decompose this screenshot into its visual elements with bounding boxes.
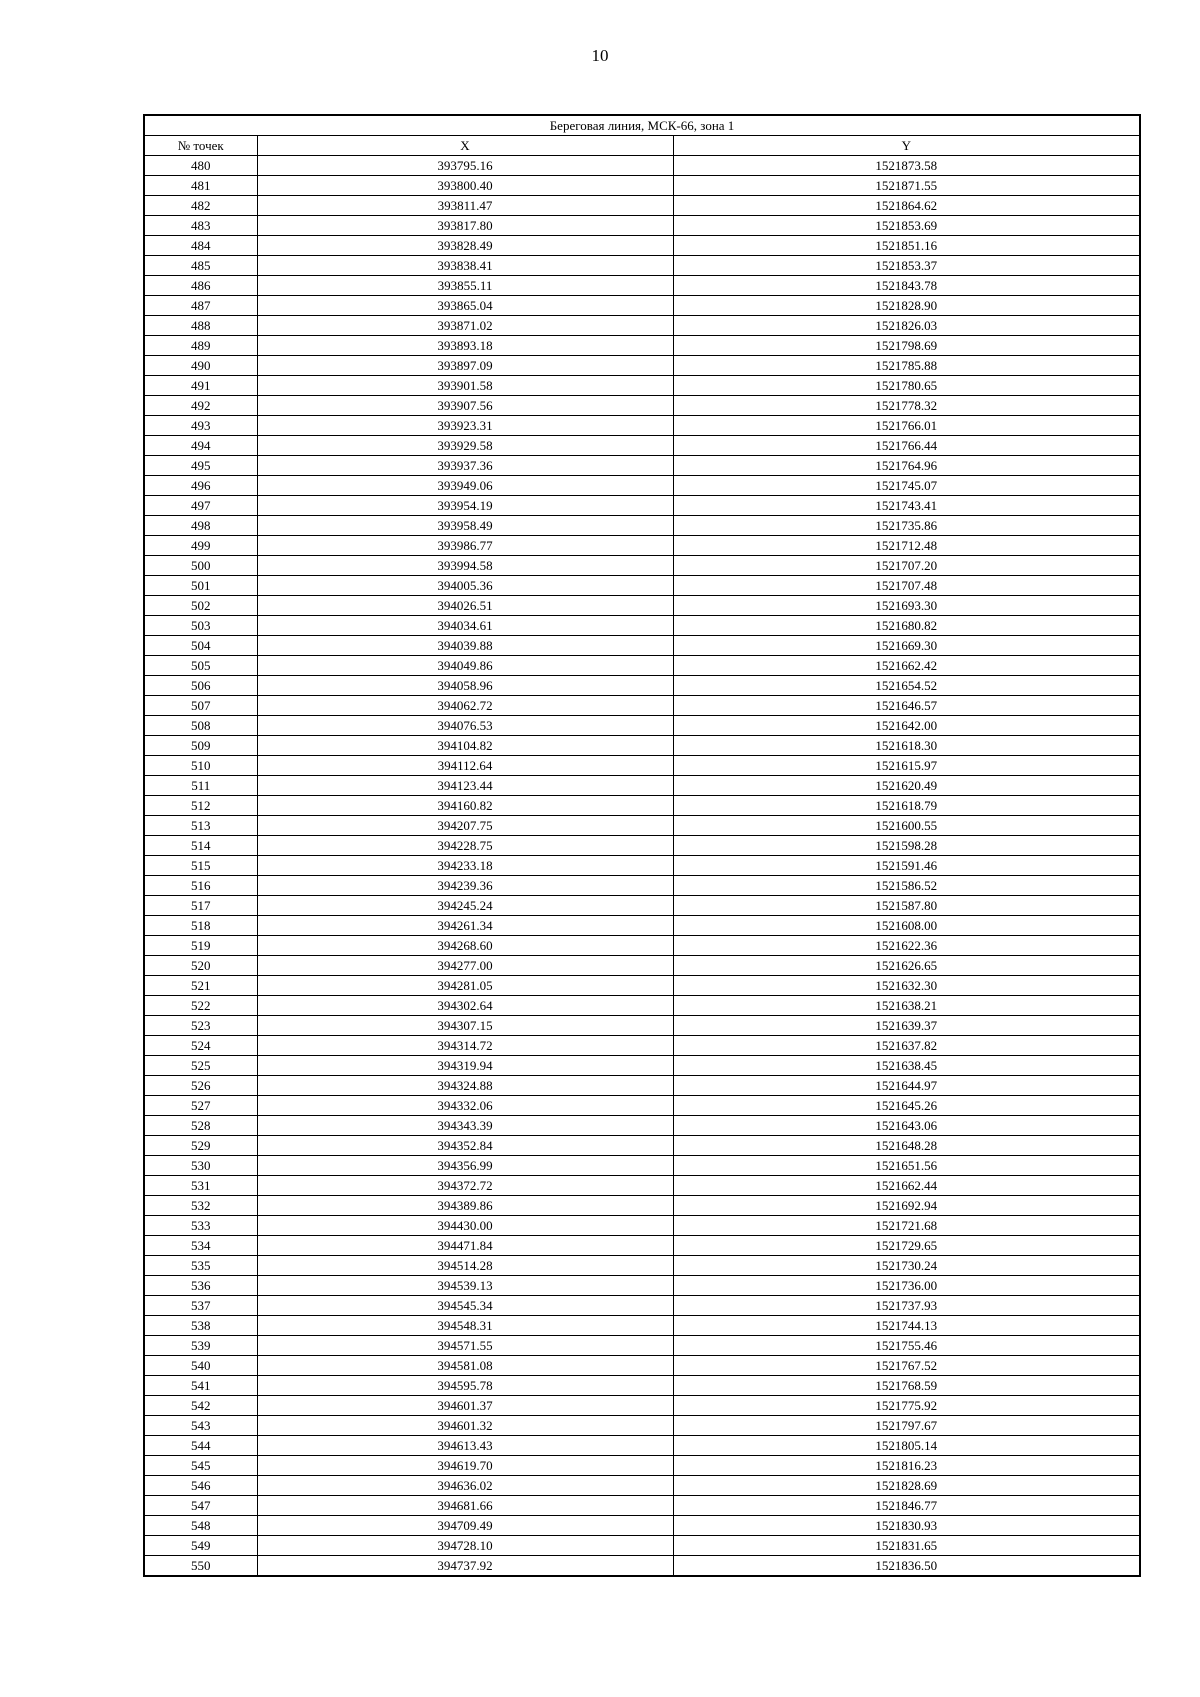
cell-y: 1521729.65 [673,1236,1140,1256]
cell-point-number: 522 [144,996,257,1016]
cell-x: 394601.37 [257,1396,673,1416]
table-row [144,1096,1140,1116]
table-row [144,776,1140,796]
cell-point-number: 540 [144,1356,257,1376]
cell-y: 1521853.69 [673,216,1140,236]
cell-point-number: 521 [144,976,257,996]
cell-point-number: 534 [144,1236,257,1256]
table-row [144,436,1140,456]
cell-point-number: 506 [144,676,257,696]
cell-point-number: 519 [144,936,257,956]
cell-y: 1521764.96 [673,456,1140,476]
cell-y: 1521662.44 [673,1176,1140,1196]
cell-y: 1521615.97 [673,756,1140,776]
table-row [144,1516,1140,1536]
table-body [144,156,1140,1577]
table-row [144,1396,1140,1416]
cell-y: 1521620.49 [673,776,1140,796]
table-row [144,1036,1140,1056]
cell-x: 394314.72 [257,1036,673,1056]
cell-x: 394228.75 [257,836,673,856]
cell-x: 393855.11 [257,276,673,296]
table-row [144,516,1140,536]
table-row [144,1196,1140,1216]
cell-y: 1521798.69 [673,336,1140,356]
cell-point-number: 526 [144,1076,257,1096]
cell-y: 1521642.00 [673,716,1140,736]
cell-point-number: 480 [144,156,257,176]
cell-x: 394545.34 [257,1296,673,1316]
cell-point-number: 505 [144,656,257,676]
cell-x: 394207.75 [257,816,673,836]
cell-y: 1521766.44 [673,436,1140,456]
cell-y: 1521586.52 [673,876,1140,896]
cell-x: 394039.88 [257,636,673,656]
cell-x: 394324.88 [257,1076,673,1096]
cell-y: 1521828.69 [673,1476,1140,1496]
cell-y: 1521745.07 [673,476,1140,496]
cell-x: 393949.06 [257,476,673,496]
cell-point-number: 531 [144,1176,257,1196]
table-row [144,1276,1140,1296]
table-row [144,1136,1140,1156]
cell-point-number: 527 [144,1096,257,1116]
table-row [144,896,1140,916]
cell-y: 1521736.00 [673,1276,1140,1296]
table-row [144,656,1140,676]
table-row [144,1056,1140,1076]
table-row [144,1476,1140,1496]
cell-y: 1521768.59 [673,1376,1140,1396]
cell-point-number: 508 [144,716,257,736]
table-row [144,1116,1140,1136]
cell-x: 394581.08 [257,1356,673,1376]
table-row [144,856,1140,876]
table-row [144,1556,1140,1577]
cell-y: 1521775.92 [673,1396,1140,1416]
cell-point-number: 535 [144,1256,257,1276]
cell-x: 394058.96 [257,676,673,696]
cell-y: 1521632.30 [673,976,1140,996]
cell-x: 393986.77 [257,536,673,556]
cell-x: 394681.66 [257,1496,673,1516]
table-row [144,396,1140,416]
cell-y: 1521638.45 [673,1056,1140,1076]
cell-point-number: 512 [144,796,257,816]
table-row [144,976,1140,996]
cell-x: 394307.15 [257,1016,673,1036]
cell-point-number: 494 [144,436,257,456]
cell-x: 394277.00 [257,956,673,976]
cell-y: 1521744.13 [673,1316,1140,1336]
cell-point-number: 520 [144,956,257,976]
cell-point-number: 538 [144,1316,257,1336]
cell-x: 394160.82 [257,796,673,816]
cell-x: 394613.43 [257,1436,673,1456]
cell-y: 1521785.88 [673,356,1140,376]
cell-point-number: 503 [144,616,257,636]
table-row [144,1356,1140,1376]
cell-x: 394601.32 [257,1416,673,1436]
table-caption: Береговая линия, МСК-66, зона 1 [144,115,1140,136]
table-row [144,1296,1140,1316]
table-row [144,736,1140,756]
cell-x: 394595.78 [257,1376,673,1396]
cell-point-number: 511 [144,776,257,796]
cell-point-number: 545 [144,1456,257,1476]
cell-y: 1521816.23 [673,1456,1140,1476]
table-row [144,1256,1140,1276]
cell-y: 1521843.78 [673,276,1140,296]
cell-point-number: 518 [144,916,257,936]
cell-y: 1521780.65 [673,376,1140,396]
cell-point-number: 530 [144,1156,257,1176]
cell-y: 1521828.90 [673,296,1140,316]
cell-point-number: 501 [144,576,257,596]
cell-x: 394737.92 [257,1556,673,1577]
table-row [144,876,1140,896]
cell-x: 394636.02 [257,1476,673,1496]
table-row [144,1376,1140,1396]
cell-y: 1521707.48 [673,576,1140,596]
cell-point-number: 487 [144,296,257,316]
cell-point-number: 550 [144,1556,257,1577]
cell-x: 394049.86 [257,656,673,676]
cell-point-number: 493 [144,416,257,436]
cell-x: 394343.39 [257,1116,673,1136]
cell-x: 393897.09 [257,356,673,376]
table-row [144,1236,1140,1256]
cell-point-number: 544 [144,1436,257,1456]
table-row [144,296,1140,316]
cell-point-number: 496 [144,476,257,496]
cell-point-number: 528 [144,1116,257,1136]
cell-x: 393800.40 [257,176,673,196]
cell-point-number: 481 [144,176,257,196]
cell-point-number: 483 [144,216,257,236]
cell-point-number: 489 [144,336,257,356]
cell-point-number: 517 [144,896,257,916]
table-row [144,1156,1140,1176]
cell-x: 394430.00 [257,1216,673,1236]
cell-y: 1521737.93 [673,1296,1140,1316]
cell-point-number: 537 [144,1296,257,1316]
table-row [144,1436,1140,1456]
cell-point-number: 516 [144,876,257,896]
table-row [144,356,1140,376]
cell-x: 394245.24 [257,896,673,916]
cell-x: 394548.31 [257,1316,673,1336]
cell-point-number: 539 [144,1336,257,1356]
cell-y: 1521626.65 [673,956,1140,976]
table-row [144,236,1140,256]
table-row [144,836,1140,856]
cell-point-number: 523 [144,1016,257,1036]
table-row [144,216,1140,236]
table-row [144,916,1140,936]
cell-point-number: 500 [144,556,257,576]
cell-y: 1521598.28 [673,836,1140,856]
cell-point-number: 485 [144,256,257,276]
cell-x: 393838.41 [257,256,673,276]
table-row [144,816,1140,836]
cell-x: 394233.18 [257,856,673,876]
cell-y: 1521600.55 [673,816,1140,836]
cell-point-number: 495 [144,456,257,476]
table-row [144,176,1140,196]
cell-x: 393817.80 [257,216,673,236]
cell-y: 1521644.97 [673,1076,1140,1096]
cell-y: 1521622.36 [673,936,1140,956]
cell-point-number: 543 [144,1416,257,1436]
table-row [144,1496,1140,1516]
cell-y: 1521639.37 [673,1016,1140,1036]
cell-y: 1521648.28 [673,1136,1140,1156]
table-row [144,496,1140,516]
cell-point-number: 532 [144,1196,257,1216]
cell-x: 394076.53 [257,716,673,736]
cell-point-number: 549 [144,1536,257,1556]
cell-x: 394619.70 [257,1456,673,1476]
cell-y: 1521831.65 [673,1536,1140,1556]
cell-y: 1521669.30 [673,636,1140,656]
table-row [144,676,1140,696]
cell-y: 1521646.57 [673,696,1140,716]
table-row [144,536,1140,556]
cell-x: 394281.05 [257,976,673,996]
cell-x: 393994.58 [257,556,673,576]
cell-y: 1521654.52 [673,676,1140,696]
cell-x: 394471.84 [257,1236,673,1256]
cell-y: 1521846.77 [673,1496,1140,1516]
table-row [144,996,1140,1016]
cell-y: 1521692.94 [673,1196,1140,1216]
cell-y: 1521730.24 [673,1256,1140,1276]
table-row [144,1456,1140,1476]
cell-point-number: 482 [144,196,257,216]
cell-point-number: 492 [144,396,257,416]
table-row [144,416,1140,436]
cell-x: 394332.06 [257,1096,673,1116]
cell-point-number: 515 [144,856,257,876]
table-row [144,1416,1140,1436]
table-row [144,1216,1140,1236]
cell-x: 394302.64 [257,996,673,1016]
table-row [144,316,1140,336]
table-row [144,956,1140,976]
cell-x: 394728.10 [257,1536,673,1556]
cell-y: 1521873.58 [673,156,1140,176]
cell-point-number: 491 [144,376,257,396]
cell-point-number: 513 [144,816,257,836]
cell-y: 1521643.06 [673,1116,1140,1136]
cell-x: 394709.49 [257,1516,673,1536]
cell-x: 394123.44 [257,776,673,796]
table-row [144,556,1140,576]
table-row [144,716,1140,736]
cell-y: 1521864.62 [673,196,1140,216]
cell-y: 1521805.14 [673,1436,1140,1456]
table-row [144,376,1140,396]
cell-point-number: 499 [144,536,257,556]
cell-y: 1521591.46 [673,856,1140,876]
cell-point-number: 490 [144,356,257,376]
table-row [144,596,1140,616]
cell-y: 1521608.00 [673,916,1140,936]
cell-x: 393871.02 [257,316,673,336]
cell-x: 394034.61 [257,616,673,636]
cell-point-number: 541 [144,1376,257,1396]
cell-x: 394112.64 [257,756,673,776]
cell-x: 393828.49 [257,236,673,256]
cell-x: 394319.94 [257,1056,673,1076]
cell-y: 1521638.21 [673,996,1140,1016]
coordinates-table [143,114,1141,1577]
table-row [144,276,1140,296]
cell-x: 394352.84 [257,1136,673,1156]
cell-y: 1521735.86 [673,516,1140,536]
cell-point-number: 546 [144,1476,257,1496]
cell-x: 394268.60 [257,936,673,956]
table-row [144,456,1140,476]
table-row [144,616,1140,636]
table-row [144,576,1140,596]
table-row [144,696,1140,716]
cell-y: 1521851.16 [673,236,1140,256]
cell-point-number: 507 [144,696,257,716]
cell-x: 394104.82 [257,736,673,756]
cell-y: 1521853.37 [673,256,1140,276]
cell-point-number: 548 [144,1516,257,1536]
cell-point-number: 514 [144,836,257,856]
cell-x: 393937.36 [257,456,673,476]
header-y: Y [673,136,1140,156]
cell-x: 394389.86 [257,1196,673,1216]
cell-point-number: 488 [144,316,257,336]
table-row [144,476,1140,496]
table-row [144,156,1140,176]
cell-y: 1521871.55 [673,176,1140,196]
cell-x: 393958.49 [257,516,673,536]
table-row [144,936,1140,956]
table-caption-row [144,115,1140,136]
table-row [144,1016,1140,1036]
cell-y: 1521743.41 [673,496,1140,516]
page-number: 10 [591,46,609,65]
cell-x: 393893.18 [257,336,673,356]
table-row [144,1336,1140,1356]
cell-x: 394514.28 [257,1256,673,1276]
cell-point-number: 524 [144,1036,257,1056]
cell-point-number: 510 [144,756,257,776]
cell-x: 393865.04 [257,296,673,316]
table-row [144,1176,1140,1196]
table-row [144,1536,1140,1556]
cell-y: 1521637.82 [673,1036,1140,1056]
cell-x: 394261.34 [257,916,673,936]
cell-x: 393795.16 [257,156,673,176]
cell-y: 1521680.82 [673,616,1140,636]
cell-point-number: 525 [144,1056,257,1076]
header-point-number: № точек [144,136,257,156]
cell-y: 1521766.01 [673,416,1140,436]
table-row [144,756,1140,776]
table-row [144,256,1140,276]
cell-x: 394372.72 [257,1176,673,1196]
cell-point-number: 509 [144,736,257,756]
cell-y: 1521651.56 [673,1156,1140,1176]
table-row [144,336,1140,356]
cell-point-number: 533 [144,1216,257,1236]
cell-x: 393929.58 [257,436,673,456]
cell-y: 1521662.42 [673,656,1140,676]
cell-x: 393954.19 [257,496,673,516]
cell-point-number: 547 [144,1496,257,1516]
cell-x: 394571.55 [257,1336,673,1356]
cell-x: 393901.58 [257,376,673,396]
table-row [144,1076,1140,1096]
cell-point-number: 536 [144,1276,257,1296]
cell-x: 394239.36 [257,876,673,896]
cell-x: 394005.36 [257,576,673,596]
cell-point-number: 484 [144,236,257,256]
cell-y: 1521830.93 [673,1516,1140,1536]
cell-point-number: 498 [144,516,257,536]
cell-x: 394062.72 [257,696,673,716]
table-header-row [144,136,1140,156]
cell-point-number: 504 [144,636,257,656]
cell-y: 1521645.26 [673,1096,1140,1116]
cell-y: 1521755.46 [673,1336,1140,1356]
cell-y: 1521707.20 [673,556,1140,576]
cell-y: 1521587.80 [673,896,1140,916]
cell-x: 393923.31 [257,416,673,436]
cell-y: 1521767.52 [673,1356,1140,1376]
cell-y: 1521797.67 [673,1416,1140,1436]
cell-x: 394026.51 [257,596,673,616]
cell-point-number: 486 [144,276,257,296]
cell-y: 1521836.50 [673,1556,1140,1577]
header-x: X [257,136,673,156]
table-row [144,1316,1140,1336]
cell-y: 1521618.30 [673,736,1140,756]
cell-y: 1521778.32 [673,396,1140,416]
cell-y: 1521826.03 [673,316,1140,336]
cell-point-number: 529 [144,1136,257,1156]
cell-y: 1521618.79 [673,796,1140,816]
cell-x: 394356.99 [257,1156,673,1176]
table-row [144,796,1140,816]
cell-y: 1521712.48 [673,536,1140,556]
table-row [144,196,1140,216]
table-row [144,636,1140,656]
cell-x: 394539.13 [257,1276,673,1296]
cell-point-number: 542 [144,1396,257,1416]
cell-x: 393811.47 [257,196,673,216]
cell-y: 1521721.68 [673,1216,1140,1236]
cell-y: 1521693.30 [673,596,1140,616]
cell-point-number: 502 [144,596,257,616]
cell-point-number: 497 [144,496,257,516]
cell-x: 393907.56 [257,396,673,416]
